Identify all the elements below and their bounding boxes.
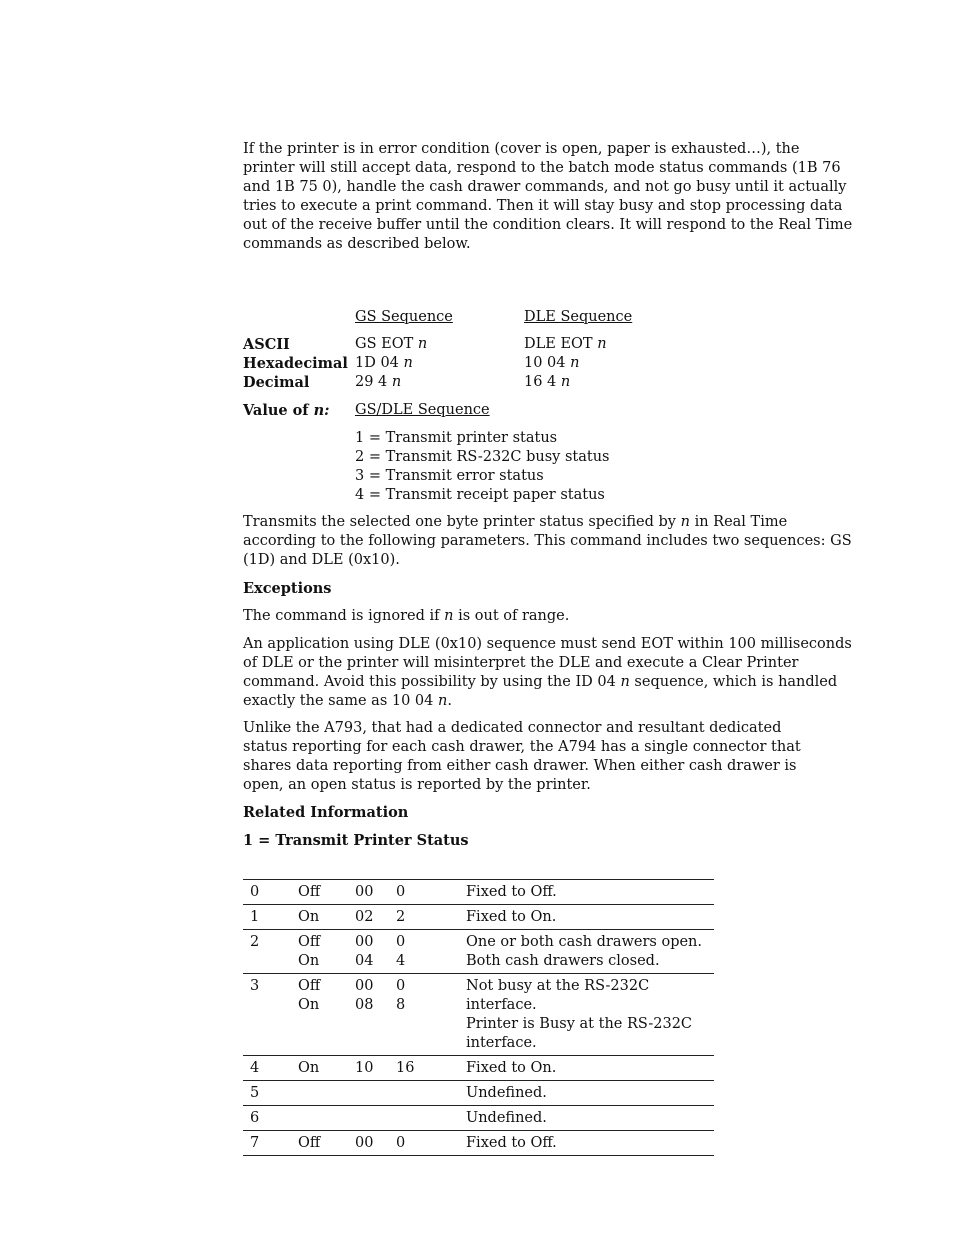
cell-line: On xyxy=(298,953,320,969)
cell-fn xyxy=(466,1106,714,1131)
table-row xyxy=(243,1056,714,1081)
cell-hex xyxy=(355,1056,396,1081)
sequence-header-row xyxy=(243,308,853,327)
gs-value: 29 4 n xyxy=(355,374,402,390)
table-row xyxy=(243,1081,714,1106)
sequence-label: Decimal xyxy=(243,374,310,391)
cell-state xyxy=(298,880,355,905)
cell-hex xyxy=(355,930,396,974)
cell-fn xyxy=(466,1131,714,1156)
table-row xyxy=(243,1106,714,1131)
status-table-heading: 1 = Transmit Printer Status xyxy=(243,832,469,849)
value-of-n-label: Value of n: xyxy=(243,402,330,419)
cell-dec xyxy=(396,1081,466,1106)
cell-hex xyxy=(355,1081,396,1106)
dle-value: 10 04 n xyxy=(524,355,580,371)
table-row xyxy=(243,974,714,1056)
list-item: 1 = Transmit printer status xyxy=(355,430,558,446)
cell-fn xyxy=(466,1056,714,1081)
cell-line: 16 xyxy=(396,1060,415,1076)
gs-value: 1D 04 n xyxy=(355,355,413,371)
table-row xyxy=(243,1131,714,1156)
cell-line: Fixed to Off. xyxy=(466,884,557,900)
cell-dec xyxy=(396,880,466,905)
cell-line: Fixed to On. xyxy=(466,1060,557,1076)
intro-paragraph: If the printer is in error condition (cover is open, paper is exhausted…), the printer will still accept data, respond to the batch mode status commands (1B 76 and 1B 75 0), handle the cash drawer commands, and not go busy until it actually tries to execute a print command. Then it will stay busy and stop processing data out of the receive buffer until the condition clears. It will respond to the Real Time commands as described below. xyxy=(243,141,853,252)
cell-line: One or both cash drawers open. xyxy=(466,934,703,950)
cell-line: Off xyxy=(298,884,321,900)
cell-dec xyxy=(396,1106,466,1131)
cell-state xyxy=(298,974,355,1056)
list-item: 4 = Transmit receipt paper status xyxy=(355,487,605,503)
sequence-row-ascii xyxy=(243,335,853,354)
cell-fn xyxy=(466,930,714,974)
document-page xyxy=(243,140,853,1151)
gsdle-sequence-header: GS/DLE Sequence xyxy=(355,402,490,418)
cell-line: 0 xyxy=(396,934,406,950)
cell-fn xyxy=(466,1081,714,1106)
cell-state xyxy=(298,930,355,974)
cell-line: Fixed to Off. xyxy=(466,1135,557,1151)
cell-bit: 1 xyxy=(243,905,298,930)
value-of-n-row xyxy=(243,401,853,420)
printer-status-table xyxy=(243,879,714,1156)
dle-sequence-header: DLE Sequence xyxy=(524,309,633,325)
cell-line: Not busy at the RS-232C interface. xyxy=(466,978,650,1013)
table-row xyxy=(243,880,714,905)
cell-bit: 6 xyxy=(243,1106,298,1131)
cell-state xyxy=(298,1106,355,1131)
cell-fn xyxy=(466,905,714,930)
value-list xyxy=(355,429,610,505)
dle-value: 16 4 n xyxy=(524,374,571,390)
cell-bit: 5 xyxy=(243,1081,298,1106)
cell-hex xyxy=(355,880,396,905)
cell-line: 8 xyxy=(396,997,406,1013)
cell-line: 10 xyxy=(355,1060,374,1076)
cell-fn xyxy=(466,974,714,1056)
cell-line: 0 xyxy=(396,884,406,900)
cell-hex xyxy=(355,974,396,1056)
table-row xyxy=(243,905,714,930)
cell-dec xyxy=(396,1131,466,1156)
description-paragraph: Transmits the selected one byte printer status specified by n in Real Time according to the following parameters. This command includes two sequences: GS (1D) and DLE (0x10). xyxy=(243,514,852,568)
cell-line: 0 xyxy=(396,1135,406,1151)
cell-line: 2 xyxy=(396,909,406,925)
cell-fn xyxy=(466,880,714,905)
cell-bit: 3 xyxy=(243,974,298,1056)
exceptions-heading: Exceptions xyxy=(243,580,332,597)
cell-line: 08 xyxy=(355,997,374,1013)
cell-bit: 4 xyxy=(243,1056,298,1081)
cell-line: On xyxy=(298,997,320,1013)
list-item: 3 = Transmit error status xyxy=(355,468,544,484)
cell-line: Off xyxy=(298,978,321,994)
cell-dec xyxy=(396,1056,466,1081)
cell-line: 0 xyxy=(396,978,406,994)
cell-line: 00 xyxy=(355,978,374,994)
cell-bit: 7 xyxy=(243,1131,298,1156)
gs-value: GS EOT n xyxy=(355,336,428,352)
cell-dec xyxy=(396,905,466,930)
cell-bit: 2 xyxy=(243,930,298,974)
cell-line: 00 xyxy=(355,1135,374,1151)
sequence-label: ASCII xyxy=(243,336,290,353)
cell-line: Off xyxy=(298,1135,321,1151)
cell-state xyxy=(298,1056,355,1081)
cell-line: 4 xyxy=(396,953,406,969)
a793-note-paragraph: Unlike the A793, that had a dedicated connector and resultant dedicated status reporting for each cash drawer, the A794 has a single connector that shares data reporting from either cash drawer. When either cash drawer is open, an open status is reported by the printer. xyxy=(243,720,801,793)
cell-line: Fixed to On. xyxy=(466,909,557,925)
cell-line: Printer is Busy at the RS-232C interface. xyxy=(466,1016,693,1051)
cell-state xyxy=(298,905,355,930)
related-information-heading: Related Information xyxy=(243,804,409,821)
cell-hex xyxy=(355,1106,396,1131)
cell-hex xyxy=(355,905,396,930)
cell-line: Undefined. xyxy=(466,1110,547,1126)
sequence-row-decimal xyxy=(243,373,853,392)
cell-line: Both cash drawers closed. xyxy=(466,953,660,969)
cell-dec xyxy=(396,930,466,974)
sequence-row-hex xyxy=(243,354,853,373)
sequence-label: Hexadecimal xyxy=(243,355,348,372)
cell-hex xyxy=(355,1131,396,1156)
gs-sequence-header: GS Sequence xyxy=(355,309,453,325)
cell-state xyxy=(298,1081,355,1106)
cell-line: 00 xyxy=(355,934,374,950)
cell-dec xyxy=(396,974,466,1056)
cell-bit: 0 xyxy=(243,880,298,905)
cell-line: Undefined. xyxy=(466,1085,547,1101)
cell-line: 04 xyxy=(355,953,374,969)
dle-value: DLE EOT n xyxy=(524,336,607,352)
cell-state xyxy=(298,1131,355,1156)
cell-line: 00 xyxy=(355,884,374,900)
cell-line: 02 xyxy=(355,909,374,925)
list-item: 2 = Transmit RS-232C busy status xyxy=(355,449,610,465)
sequence-block xyxy=(243,308,853,503)
table-row xyxy=(243,930,714,974)
cell-line: On xyxy=(298,1060,320,1076)
cell-line: On xyxy=(298,909,320,925)
ignored-paragraph: The command is ignored if n is out of range. xyxy=(243,608,570,624)
cell-line: Off xyxy=(298,934,321,950)
dle-note-paragraph: An application using DLE (0x10) sequence must send EOT within 100 milliseconds of DLE or the printer will misinterpret the DLE and execute a Clear Printer command. Avoid this possibility by using the ID 04 n sequence, which is handled exactly the same as 10 04 n. xyxy=(243,636,852,709)
